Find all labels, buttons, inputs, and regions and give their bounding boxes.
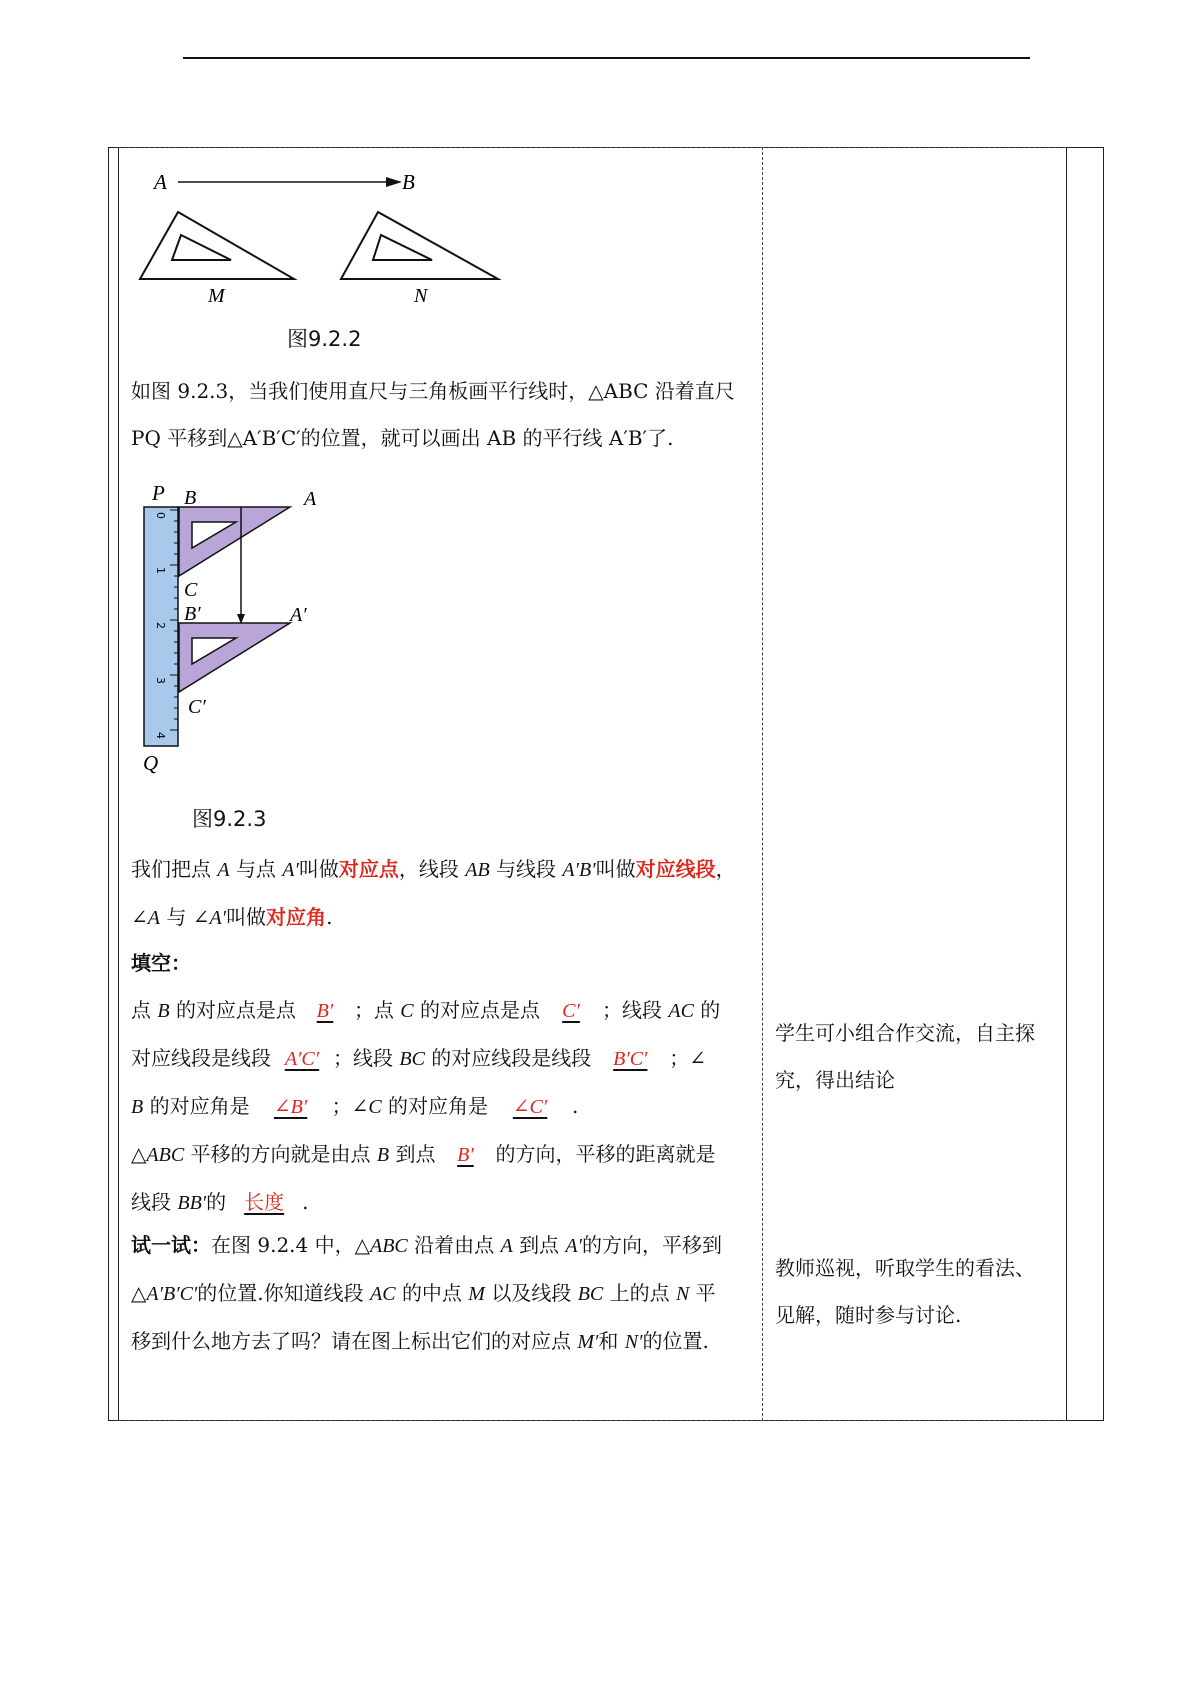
try-line-2: △A′B′C′的位置.你知道线段 AC 的中点 M 以及线段 BC 上的点 N 平 [131, 1281, 716, 1305]
blank-1: B′ [316, 1000, 334, 1022]
label-b: B [402, 170, 415, 194]
blank-8: 长度 [244, 1190, 285, 1214]
definition-line-2: ∠A 与 ∠A′叫做对应角. [131, 905, 333, 929]
triangle-n-inner [373, 235, 432, 260]
fill-in-section [131, 940, 751, 1227]
label-a-prime: A′ [290, 604, 307, 626]
try-it-section [131, 1222, 751, 1366]
figure-9-2-3 [136, 480, 336, 780]
fill-line-4: △ABC 平移的方向就是由点 B 到点 B′ 的方向，平移的距离就是 [131, 1131, 751, 1179]
note-1-line-2: 究，得出结论 [775, 1068, 895, 1092]
triangle-m-inner [172, 235, 231, 260]
header-rule [183, 57, 1030, 59]
fill-line-1: 点 B 的对应点是点 B′ ；点 C 的对应点是点 C′ ；线段 AC 的 [131, 987, 751, 1035]
note-2-line-2: 见解，随时参与讨论. [775, 1303, 962, 1327]
term-corresponding-points: 对应点 [338, 857, 399, 881]
figure-9-2-3-drawing [136, 480, 336, 780]
figure-9-2-3-caption: 图9.2.3 [192, 807, 267, 831]
label-n: N [414, 285, 428, 307]
figure-9-2-2-drawing [130, 165, 510, 310]
fill-line-5: 线段 BB′的 长度 . [131, 1179, 751, 1227]
label-q: Q [143, 751, 159, 775]
term-corresponding-angles: 对应角 [266, 905, 327, 929]
ruler-tick-4: 4 [154, 732, 167, 739]
blank-7: B′ [457, 1144, 474, 1166]
figure-9-2-2 [130, 165, 510, 310]
fill-line-2: 对应线段是线段 A′C′ ；线段 BC 的对应线段是线段 B′C′ ；∠ [131, 1035, 751, 1083]
blank-4: B′C′ [613, 1048, 648, 1070]
triangle-m-outer [140, 212, 294, 279]
label-c-prime: C′ [188, 696, 206, 718]
right-column-border [1066, 147, 1067, 1421]
notes-cell [763, 147, 1066, 1421]
fill-line-3: B 的对应角是 ∠B′ ；∠C 的对应角是 ∠C′ . [131, 1083, 751, 1131]
ruler-tick-2: 2 [154, 622, 167, 629]
teacher-note-patrol [775, 1245, 1060, 1339]
arrow-ab-head [386, 177, 402, 187]
blank-3: A′C′ [284, 1048, 320, 1070]
note-2-line-1: 教师巡视，听取学生的看法、 [775, 1256, 1035, 1280]
label-b-prime: B′ [184, 603, 201, 625]
definition-line-1: 我们把点 A 与点 A′叫做对应点，线段 AB 与线段 A′B′叫做对应线段， [131, 857, 736, 881]
paragraph-definition [131, 846, 751, 942]
paragraph-line-1: 如图 9.2.3，当我们使用直尺与三角板画平行线时，△ABC 沿着直尺 [131, 379, 735, 403]
try-line-1: 试一试：在图 9.2.4 中，△ABC 沿着由点 A 到点 A′的方向，平移到 [131, 1233, 723, 1257]
triangle-n-outer [341, 212, 498, 279]
blank-5: ∠B′ [273, 1096, 308, 1118]
try-heading: 试一试： [131, 1233, 211, 1257]
term-corresponding-segments: 对应线段 [635, 857, 716, 881]
teacher-note-group-discussion [775, 1010, 1060, 1104]
blank-2: C′ [562, 1000, 580, 1022]
blank-6: ∠C′ [512, 1096, 548, 1118]
paragraph-line-2: PQ 平移到△A′B′C′的位置，就可以画出 AB 的平行线 A′B′了. [131, 426, 674, 450]
figure-9-2-2-caption: 图9.2.2 [287, 327, 362, 351]
ruler-tick-3: 3 [154, 677, 167, 684]
ruler-tick-1: 1 [154, 567, 167, 574]
try-line-3: 移到什么地方去了吗？请在图上标出它们的对应点 M′和 N′的位置. [131, 1329, 709, 1353]
label-b: B [184, 487, 197, 509]
label-a: A [304, 488, 317, 510]
label-m: M [208, 285, 225, 307]
ruler-tick-0: 0 [154, 512, 167, 519]
label-a: A [154, 170, 167, 194]
note-1-line-1: 学生可小组合作交流，自主探 [775, 1021, 1035, 1045]
label-c: C [184, 579, 198, 601]
label-p: P [152, 481, 165, 505]
fill-heading: 填空： [131, 951, 191, 975]
paragraph-ruler-method [131, 368, 751, 462]
